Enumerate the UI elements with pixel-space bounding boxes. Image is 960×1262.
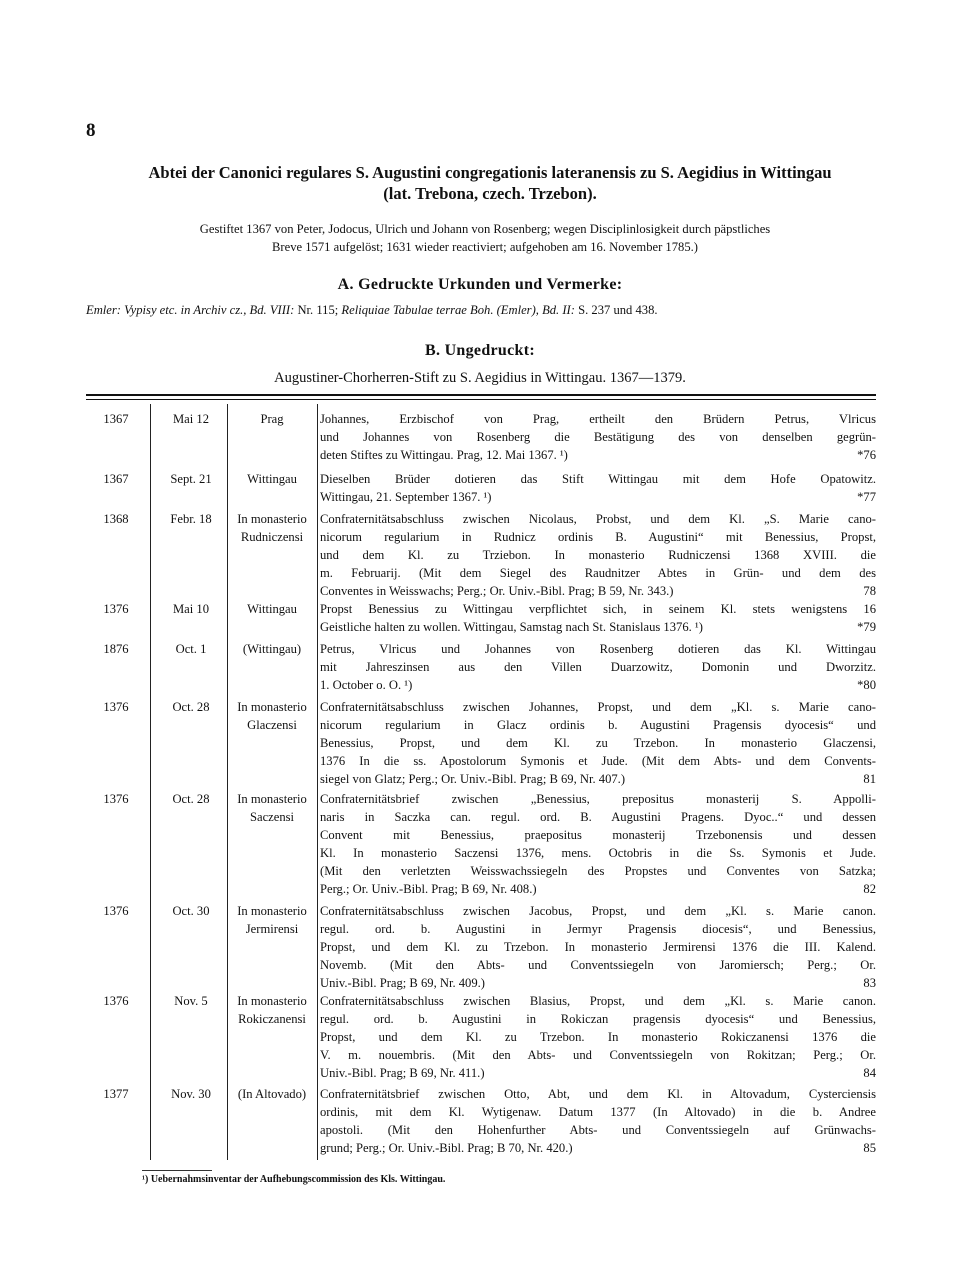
entry-text-content: 1. October o. O. ¹) xyxy=(320,678,413,692)
entry-text-line xyxy=(320,1028,876,1046)
entry-text-line xyxy=(320,640,876,658)
entry-text-line xyxy=(320,698,876,716)
entry-text-line xyxy=(320,410,876,428)
entry-date: Oct. 28 xyxy=(172,700,210,714)
entry-year: 1367 xyxy=(103,472,129,486)
top-rule-thin xyxy=(86,399,876,400)
entry-text-content: nicorum regularium in Glacz ordinis b. Augustini Pragensis dyocesis“ und xyxy=(320,718,876,732)
entry-text-line xyxy=(320,770,876,788)
entry-text-content: Conventes in Weisswachs; Perg.; Or. Univ.-Bibl. Prag; B 59, Nr. 343.) xyxy=(320,584,674,598)
entry-text-content: Kl. In monasterio Saczensi 1376, mens. Octobris in die Ss. Symonis et Jude. xyxy=(320,846,876,860)
entry-text xyxy=(320,470,876,506)
entry-place: (Wittingau) xyxy=(242,642,302,656)
footnote-rule xyxy=(142,1170,212,1171)
entry-text-content: m. Februarij. (Mit dem Siegel des Raudnitzer Abtes in Grün- und dem des xyxy=(320,566,876,580)
entry-text-line xyxy=(320,658,876,676)
entry-text-line xyxy=(320,808,876,826)
entry-text-line xyxy=(320,600,876,618)
title-line-2: (lat. Trebona, czech. Trzebon). xyxy=(383,184,597,203)
entry-date: Oct. 1 xyxy=(175,642,207,656)
entry-date: Nov. 5 xyxy=(174,994,208,1008)
entry-text-content: mit Jahreszinsen aus den Villen Duarzowitz, Domonin und Dworzitz. xyxy=(320,660,876,674)
entry-text-content: (Mit den verletzten Weisswachssiegeln des Propstes und Conventes von Satzka; xyxy=(320,864,876,878)
entry-place: In monasterio Jermirensi xyxy=(237,904,307,936)
entry-text-content: Novemb. (Mit den Abts- und Conventssiegeln von Jaromiersch; Perg.; Or. xyxy=(320,958,876,972)
printed-source-number: Nr. 115; xyxy=(294,303,342,317)
entry-place: Wittingau xyxy=(247,472,297,486)
page-number: 8 xyxy=(86,120,96,141)
entry-number: 83 xyxy=(863,976,876,990)
entry-text-content: nicorum regularium in Rudnicz ordinis B. Augustini“ mit Benessius, Propst, xyxy=(320,530,876,544)
entry-text-line xyxy=(320,734,876,752)
entry-year: 1876 xyxy=(103,642,129,656)
entry-text-line xyxy=(320,446,876,464)
entry-text-line xyxy=(320,564,876,582)
entry-number: *77 xyxy=(857,490,876,504)
section-a-heading: A. Gedruckte Urkunden und Vermerke: xyxy=(337,276,623,293)
entry-year: 1367 xyxy=(103,412,129,426)
entry-place: Wittingau xyxy=(247,602,297,616)
entry-text xyxy=(320,1085,876,1157)
entry-number: *79 xyxy=(857,620,876,634)
entry-place: In monasterio Rokiczanensi xyxy=(237,994,307,1026)
entry-text-content: Confraternitätsabschluss zwischen Nicolaus, Probst, und dem Kl. „S. Marie cano- xyxy=(320,512,876,526)
entry-text-content: und dem Kl. zu Trziebon. In monasterio Rudniczensi 1368 XVIII. die xyxy=(320,548,876,562)
entry-text-content: Confraternitätsbrief zwischen Otto, Abt, und dem Kl. in Altovadum, Cysterciensis xyxy=(320,1087,876,1101)
entry-text-content: naris in Saczka can. regul. ord. B. Augustini Pragens. Dyoc..“ und dessen xyxy=(320,810,876,824)
entry-place: Prag xyxy=(260,412,284,426)
entry-text xyxy=(320,992,876,1082)
entry-date: Oct. 30 xyxy=(172,904,210,918)
printed-source-reliquiae: Reliquiae Tabulae terrae Boh. (Emler), Bd. II: xyxy=(341,303,575,317)
entry-text-line xyxy=(320,618,876,636)
entry-text-line xyxy=(320,1139,876,1157)
entry-text-content: Confraternitätsabschluss zwischen Blasius, Propst, und dem „Kl. s. Marie canon. xyxy=(320,994,876,1008)
entry-place: (In Altovado) xyxy=(237,1087,307,1101)
entry-text-line xyxy=(320,510,876,528)
entry-text-content: Confraternitätsbrief zwischen „Benessius, prepositus monasterij S. Appolli- xyxy=(320,792,876,806)
entry-number: *80 xyxy=(857,678,876,692)
entry-number: 81 xyxy=(863,772,876,786)
entry-text-content: Propst, und dem Kl. zu Trzebon. In monasterio Jermirensi 1376 die III. Kalend. xyxy=(320,940,876,954)
entry-text-line xyxy=(320,880,876,898)
entry-text-line xyxy=(320,956,876,974)
entry-text-content: Propst, und dem Kl. zu Trzebon. In monasterio Rokiczanensi 1376 die xyxy=(320,1030,876,1044)
entry-year: 1376 xyxy=(103,994,129,1008)
entry-year: 1377 xyxy=(103,1087,129,1101)
entry-text-line xyxy=(320,862,876,880)
entry-text-content: Dieselben Brüder dotieren das Stift Wittingau mit dem Hofe Opatowitz. xyxy=(320,472,876,486)
entry-text xyxy=(320,600,876,636)
entry-text-content: Wittingau, 21. September 1367. ¹) xyxy=(320,490,492,504)
printed-source-emler: Emler: Vypisy etc. in Archiv cz., Bd. VIII: xyxy=(86,303,295,317)
entry-text xyxy=(320,640,876,694)
top-rule-thick xyxy=(86,394,876,396)
entry-text-line xyxy=(320,470,876,488)
entry-date: Febr. 18 xyxy=(170,512,212,526)
entry-text-line xyxy=(320,1085,876,1103)
entry-number: 84 xyxy=(863,1066,876,1080)
entry-text-content: deten Stiftes zu Wittingau. Prag, 12. Mai 1367. ¹) xyxy=(320,448,568,462)
entry-date: Mai 10 xyxy=(172,602,210,616)
entry-text-content: siegel von Glatz; Perg.; Or. Univ.-Bibl. Prag; B 69, Nr. 407.) xyxy=(320,772,626,786)
column-divider-place xyxy=(317,404,318,1160)
entry-text-line xyxy=(320,716,876,734)
entry-text-line xyxy=(320,844,876,862)
entry-text-content: Univ.-Bibl. Prag; B 69, Nr. 411.) xyxy=(320,1066,485,1080)
entry-text-content: apostoli. (Mit den Hohenfurther Abts- und Conventssiegeln auf Grünwachs- xyxy=(320,1123,876,1137)
entry-text-line xyxy=(320,1010,876,1028)
title-line-1: Abtei der Canonici regulares S. Augustini congregationis lateranensis zu S. Aegidius in Wittingau xyxy=(148,163,832,182)
entry-text-content: grund; Perg.; Or. Univ.-Bibl. Prag; B 70, Nr. 420.) xyxy=(320,1141,573,1155)
entry-year: 1376 xyxy=(103,792,129,806)
printed-sources xyxy=(86,301,886,319)
entry-text-line xyxy=(320,488,876,506)
footnote: ¹) Uebernahmsinventar der Aufhebungscommission des Kls. Wittingau. xyxy=(142,1174,446,1185)
entry-number: 78 xyxy=(863,584,876,598)
entry-text xyxy=(320,698,876,788)
entry-text-content: V. m. nouembris. (Mit den Abts- und Conventssiegeln von Rokitzan; Perg.; Or. xyxy=(320,1048,876,1062)
entry-text-line xyxy=(320,992,876,1010)
entry-text-line xyxy=(320,1064,876,1082)
entry-text-content: ordinis, mit dem Kl. Wytigenaw. Datum 1377 (In Altovado) in die b. Andree xyxy=(320,1105,876,1119)
entry-year: 1376 xyxy=(103,904,129,918)
entry-number: *76 xyxy=(857,448,876,462)
entry-text-line xyxy=(320,902,876,920)
entry-place: In monasterio Glaczensi xyxy=(237,700,307,732)
entry-text-content: regul. ord. b. Augustini in Rokiczan pragensis dyocesis“ und Benessius, xyxy=(320,1012,876,1026)
entry-text-line xyxy=(320,1046,876,1064)
entry-number: 85 xyxy=(863,1141,876,1155)
entry-place: In monasterio Rudniczensi xyxy=(237,512,307,544)
entry-text-line xyxy=(320,676,876,694)
entry-text-line xyxy=(320,546,876,564)
entry-text-line xyxy=(320,428,876,446)
register-subheading: Augustiner-Chorherren-Stift zu S. Aegidius in Wittingau. 1367—1379. xyxy=(274,370,686,386)
entry-text-content: regul. ord. b. Augustini in Jermyr Pragensis diocesis“, und Benessius, xyxy=(320,922,876,936)
entry-text-content: und Johannes von Rosenberg die Bestätigung des von denselben gegrün- xyxy=(320,430,876,444)
entry-text-content: 1376 In die ss. Apostolorum Symonis et Jude. (Mit dem Abts- und dem Convents- xyxy=(320,754,876,768)
entry-text-content: Confraternitätsabschluss zwischen Johannes, Propst, und dem „Kl. s. Marie cano- xyxy=(320,700,876,714)
entry-text-line xyxy=(320,1121,876,1139)
founding-line-2: Breve 1571 aufgelöst; 1631 wieder reactiviert; aufgehoben am 16. November 1785.) xyxy=(272,240,698,254)
printed-source-pages: S. 237 und 438. xyxy=(574,303,658,317)
entry-text-content: Perg.; Or. Univ.-Bibl. Prag; B 69, Nr. 408.) xyxy=(320,882,537,896)
entry-text-line xyxy=(320,974,876,992)
entry-date: Nov. 30 xyxy=(171,1087,211,1101)
section-b-heading: B. Ungedruckt: xyxy=(425,342,535,359)
entry-text-line xyxy=(320,920,876,938)
entry-text xyxy=(320,410,876,464)
entry-date: Sept. 21 xyxy=(170,472,212,486)
entry-text-content: Univ.-Bibl. Prag; B 69, Nr. 409.) xyxy=(320,976,485,990)
entry-text xyxy=(320,510,876,600)
entry-text-line xyxy=(320,582,876,600)
page-title xyxy=(60,162,920,204)
entry-year: 1368 xyxy=(103,512,129,526)
entry-text-line xyxy=(320,752,876,770)
entry-year: 1376 xyxy=(103,700,129,714)
entry-text-content: Johannes, Erzbischof von Prag, ertheilt den Brüdern Petrus, Vlricus xyxy=(320,412,876,426)
entry-text-line xyxy=(320,790,876,808)
entry-text xyxy=(320,790,876,898)
entry-text-content: Confraternitätsabschluss zwischen Jacobus, Propst, und dem „Kl. s. Marie canon. xyxy=(320,904,876,918)
entry-text xyxy=(320,902,876,992)
entry-date: Mai 12 xyxy=(172,412,210,426)
founding-note xyxy=(90,220,880,256)
entry-text-line xyxy=(320,826,876,844)
entry-number: 82 xyxy=(863,882,876,896)
entry-text-line xyxy=(320,938,876,956)
entry-year: 1376 xyxy=(103,602,129,616)
founding-line-1: Gestiftet 1367 von Peter, Jodocus, Ulrich und Johann von Rosenberg; wegen Disciplinlosigkeit durch päpstliches xyxy=(199,222,771,236)
entry-text-content: Petrus, Vlricus und Johannes von Rosenberg dotieren das Kl. Wittingau xyxy=(320,642,876,656)
entry-text-line xyxy=(320,528,876,546)
entry-text-line xyxy=(320,1103,876,1121)
entry-text-content: Convent mit Benessius, praepositus monasterij Trzebonensis und dessen xyxy=(320,828,876,842)
entry-text-content: Propst Benessius zu Wittingau verpflichtet sich, in seinem Kl. stets wenigstens 16 xyxy=(320,602,876,616)
entry-date: Oct. 28 xyxy=(172,792,210,806)
entry-text-content: Geistliche halten zu wollen. Wittingau, Samstag nach St. Stanislaus 1376. ¹) xyxy=(320,620,703,634)
column-divider-year xyxy=(150,404,151,1160)
entry-text-content: Benessius, Propst, und dem Kl. zu Trzebon. In monasterio Glaczensi, xyxy=(320,736,876,750)
entry-place: In monasterio Saczensi xyxy=(237,792,307,824)
